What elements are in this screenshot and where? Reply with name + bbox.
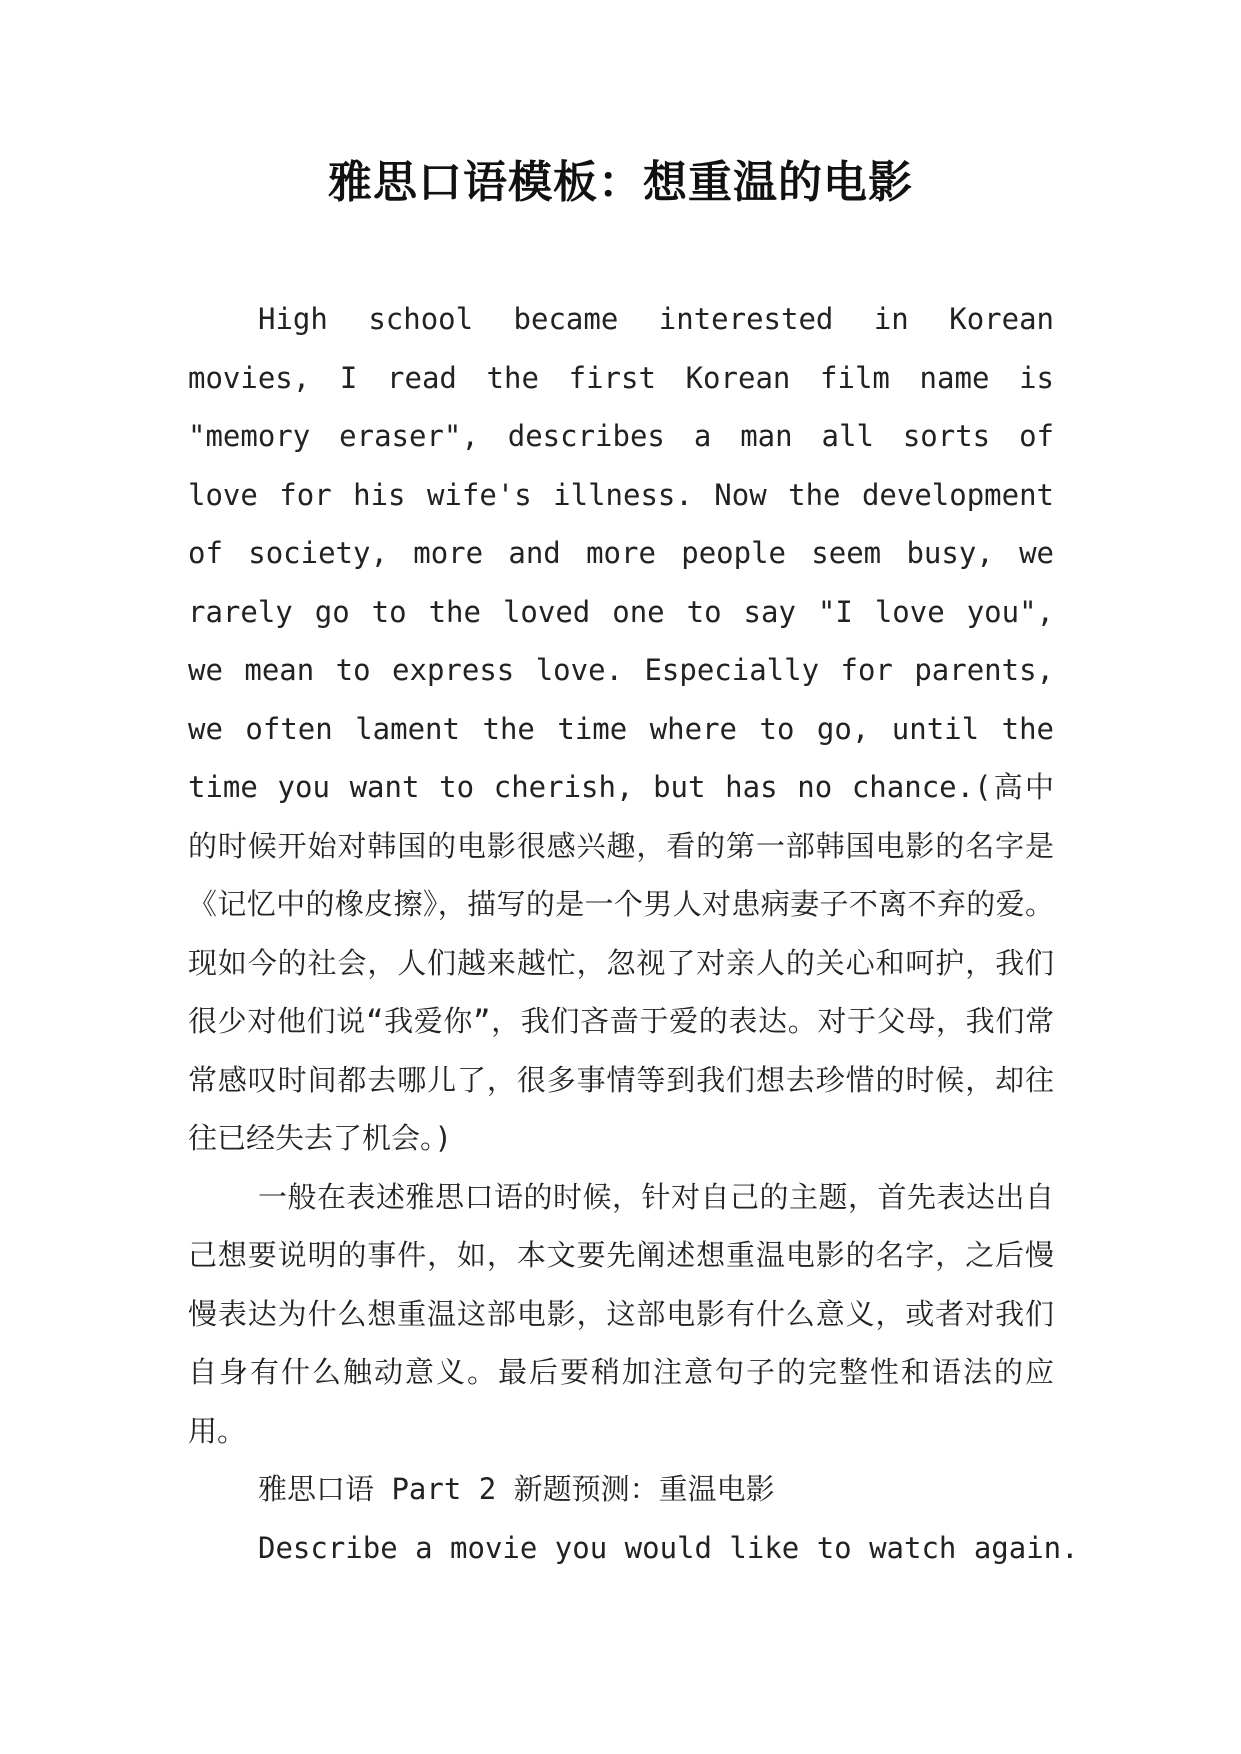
document-title: 雅思口语模板：想重温的电影 — [328, 157, 913, 208]
paragraph-intro: High school became interested in Korean movies, I read the first Korean film name is "memory eraser", describes a man all sorts of love for his wife's illness. Now the development of society, more and more people seem busy, we rarely go to the loved one to say "I love you", we mean to express love. Especially for parents, we often lament the time where to go, until the time you want to cherish, but has no chance.(高中的时候开始对韩国的电影很感兴趣，看的第一部韩国电影的名字是《记忆中的橡皮擦》，描写的是一个男人对患病妻子不离不弃的爱。现如今的社会，人们越来越忙，忽视了对亲人的关心和呵护，我们很少对他们说“我爱你”，我们吝啬于爱的表达。对于父母，我们常常感叹时间都去哪儿了，很多事情等到我们想去珍惜的时候，却往往已经失去了机会。) — [188, 302, 1054, 1155]
section-heading: 雅思口语 Part 2 新题预测：重温电影 — [258, 1472, 775, 1506]
document-body — [188, 290, 1079, 1577]
prompt-line: Describe a movie you would like to watch again. — [258, 1530, 1079, 1565]
paragraph-advice: 一般在表述雅思口语的时候，针对自己的主题，首先表达出自己想要说明的事件，如，本文要先阐述想重温电影的名字，之后慢慢表达为什么想重温这部电影，这部电影有什么意义，或者对我们自身有什么触动意义。最后要稍加注意句子的完整性和语法的应用。 — [188, 1179, 1054, 1448]
